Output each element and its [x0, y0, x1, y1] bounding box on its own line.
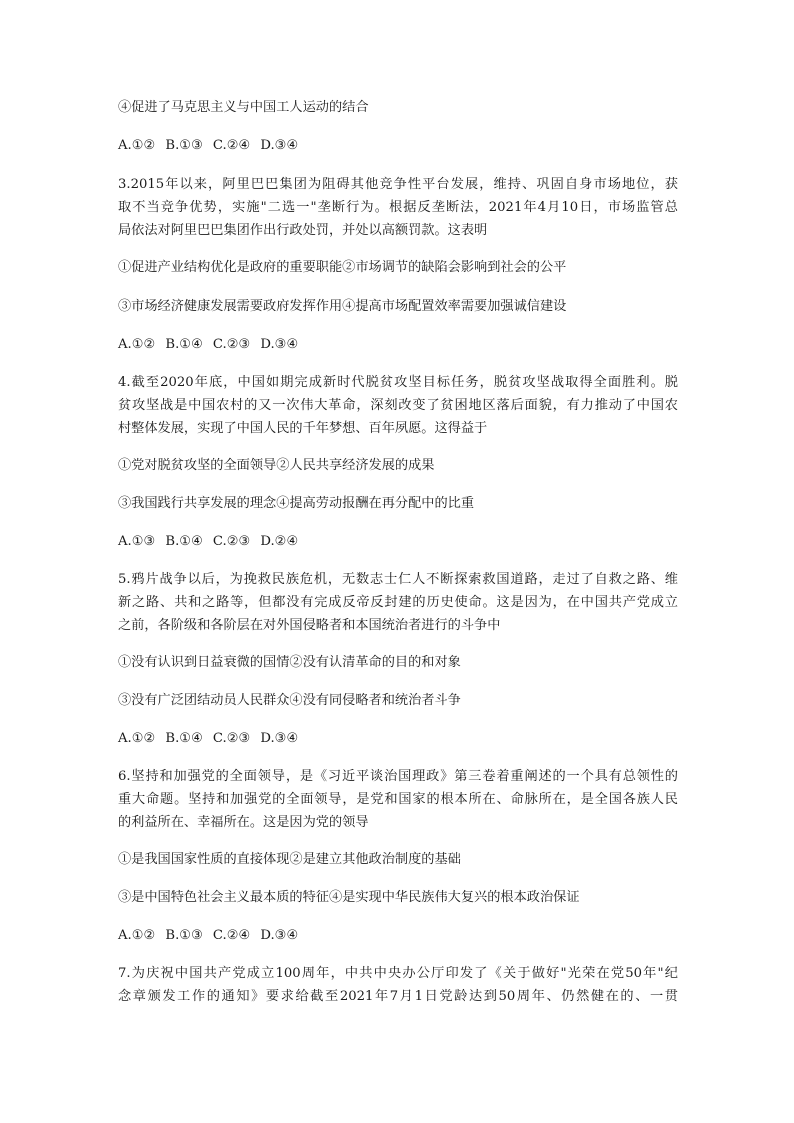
- q2-item-4: ④促进了马克思主义与中国工人运动的结合: [118, 100, 369, 115]
- q4-stem-line-2: 贫攻坚战是中国农村的又一次伟大革命，深刻改变了贫困地区落后面貌，有力推动了中国农: [118, 398, 678, 413]
- option-b: B.①③: [165, 928, 203, 943]
- option-d: D.③④: [260, 337, 299, 352]
- q4-options: [118, 532, 678, 552]
- option-a: A.①③: [118, 534, 156, 549]
- option-d: D.②④: [260, 534, 299, 549]
- option-a: A.①②: [118, 928, 156, 943]
- q7-stem-line-1: 7.为庆祝中国共产党成立100周年，中共中央办公厅印发了《关于做好"光荣在党50年"纪: [118, 966, 678, 981]
- q5-items-line-1: ①没有认识到日益衰微的国情②没有认清革命的目的和对象: [118, 655, 461, 670]
- q6-items-line-1: ①是我国国家性质的直接体现②是建立其他政治制度的基础: [118, 852, 461, 867]
- q3-options: [118, 335, 678, 355]
- q3-items-line-1: ①促进产业结构优化是政府的重要职能②市场调节的缺陷会影响到社会的公平: [118, 260, 567, 275]
- q3-stem-line-2: 取不当竞争优势，实施"二选一"垄断行为。根据反垄断法，2021年4月10日，市场监管总: [118, 200, 678, 215]
- q5-options: [118, 729, 678, 749]
- option-c: C.②③: [212, 534, 251, 549]
- q6-items-line-2: ③是中国特色社会主义最本质的特征④是实现中华民族伟大复兴的根本政治保证: [118, 890, 580, 905]
- option-d: D.③④: [260, 138, 299, 153]
- option-b: B.①③: [165, 138, 203, 153]
- q5-stem-line-3: 之前，各阶级和各阶层在对外国侵略者和本国统治者进行的斗争中: [118, 618, 501, 633]
- q5-stem-line-2: 新之路、共和之路等，但都没有完成反帝反封建的历史使命。这是因为，在中国共产党成立: [118, 595, 678, 610]
- option-a: A.①②: [118, 337, 156, 352]
- q5-stem-line-1: 5.鸦片战争以后，为挽救民族危机，无数志士仁人不断探索救国道路，走过了自救之路、维: [118, 572, 678, 587]
- q6-options: [118, 926, 678, 946]
- q4-items-line-2: ③我国践行共享发展的理念④提高劳动报酬在再分配中的比重: [118, 496, 475, 511]
- option-b: B.①④: [165, 534, 203, 549]
- option-c: C.②④: [212, 138, 251, 153]
- q4-stem-line-3: 村整体发展，实现了中国人民的千年梦想、百年夙愿。这得益于: [118, 421, 488, 436]
- option-d: D.③④: [260, 928, 299, 943]
- option-d: D.③④: [260, 731, 299, 746]
- q6-stem-line-1: 6.坚持和加强党的全面领导，是《习近平谈治国理政》第三卷着重阐述的一个具有总领性的: [118, 769, 678, 784]
- q4-stem-line-1: 4.截至2020年底，中国如期完成新时代脱贫攻坚目标任务，脱贫攻坚战取得全面胜利。脱: [118, 375, 678, 390]
- q6-stem-line-3: 的利益所在、幸福所在。这是因为党的领导: [118, 815, 369, 830]
- q4-items-line-1: ①党对脱贫攻坚的全面领导②人民共享经济发展的成果: [118, 458, 435, 473]
- q6-stem-line-2: 重大命题。坚持和加强党的全面领导，是党和国家的根本所在、命脉所在，是全国各族人民: [118, 792, 678, 807]
- q3-stem-line-3: 局依法对阿里巴巴集团作出行政处罚，并处以高额罚款。这表明: [118, 223, 488, 238]
- option-c: C.②③: [212, 337, 251, 352]
- option-b: B.①④: [165, 731, 203, 746]
- q3-stem-line-1: 3.2015年以来，阿里巴巴集团为阻碍其他竞争性平台发展，维持、巩固自身市场地位，获: [118, 177, 678, 192]
- option-a: A.①②: [118, 731, 156, 746]
- option-c: C.②④: [212, 928, 251, 943]
- q3-items-line-2: ③市场经济健康发展需要政府发挥作用④提高市场配置效率需要加强诚信建设: [118, 299, 567, 314]
- option-a: A.①②: [118, 138, 156, 153]
- q2-options: [118, 136, 678, 156]
- option-c: C.②③: [212, 731, 251, 746]
- q7-stem-line-2: 念章颁发工作的通知》要求给截至2021年7月1日党龄达到50周年、仍然健在的、一贯: [118, 989, 678, 1004]
- q5-items-line-2: ③没有广泛团结动员人民群众④没有同侵略者和统治者斗争: [118, 693, 461, 708]
- option-b: B.①④: [165, 337, 203, 352]
